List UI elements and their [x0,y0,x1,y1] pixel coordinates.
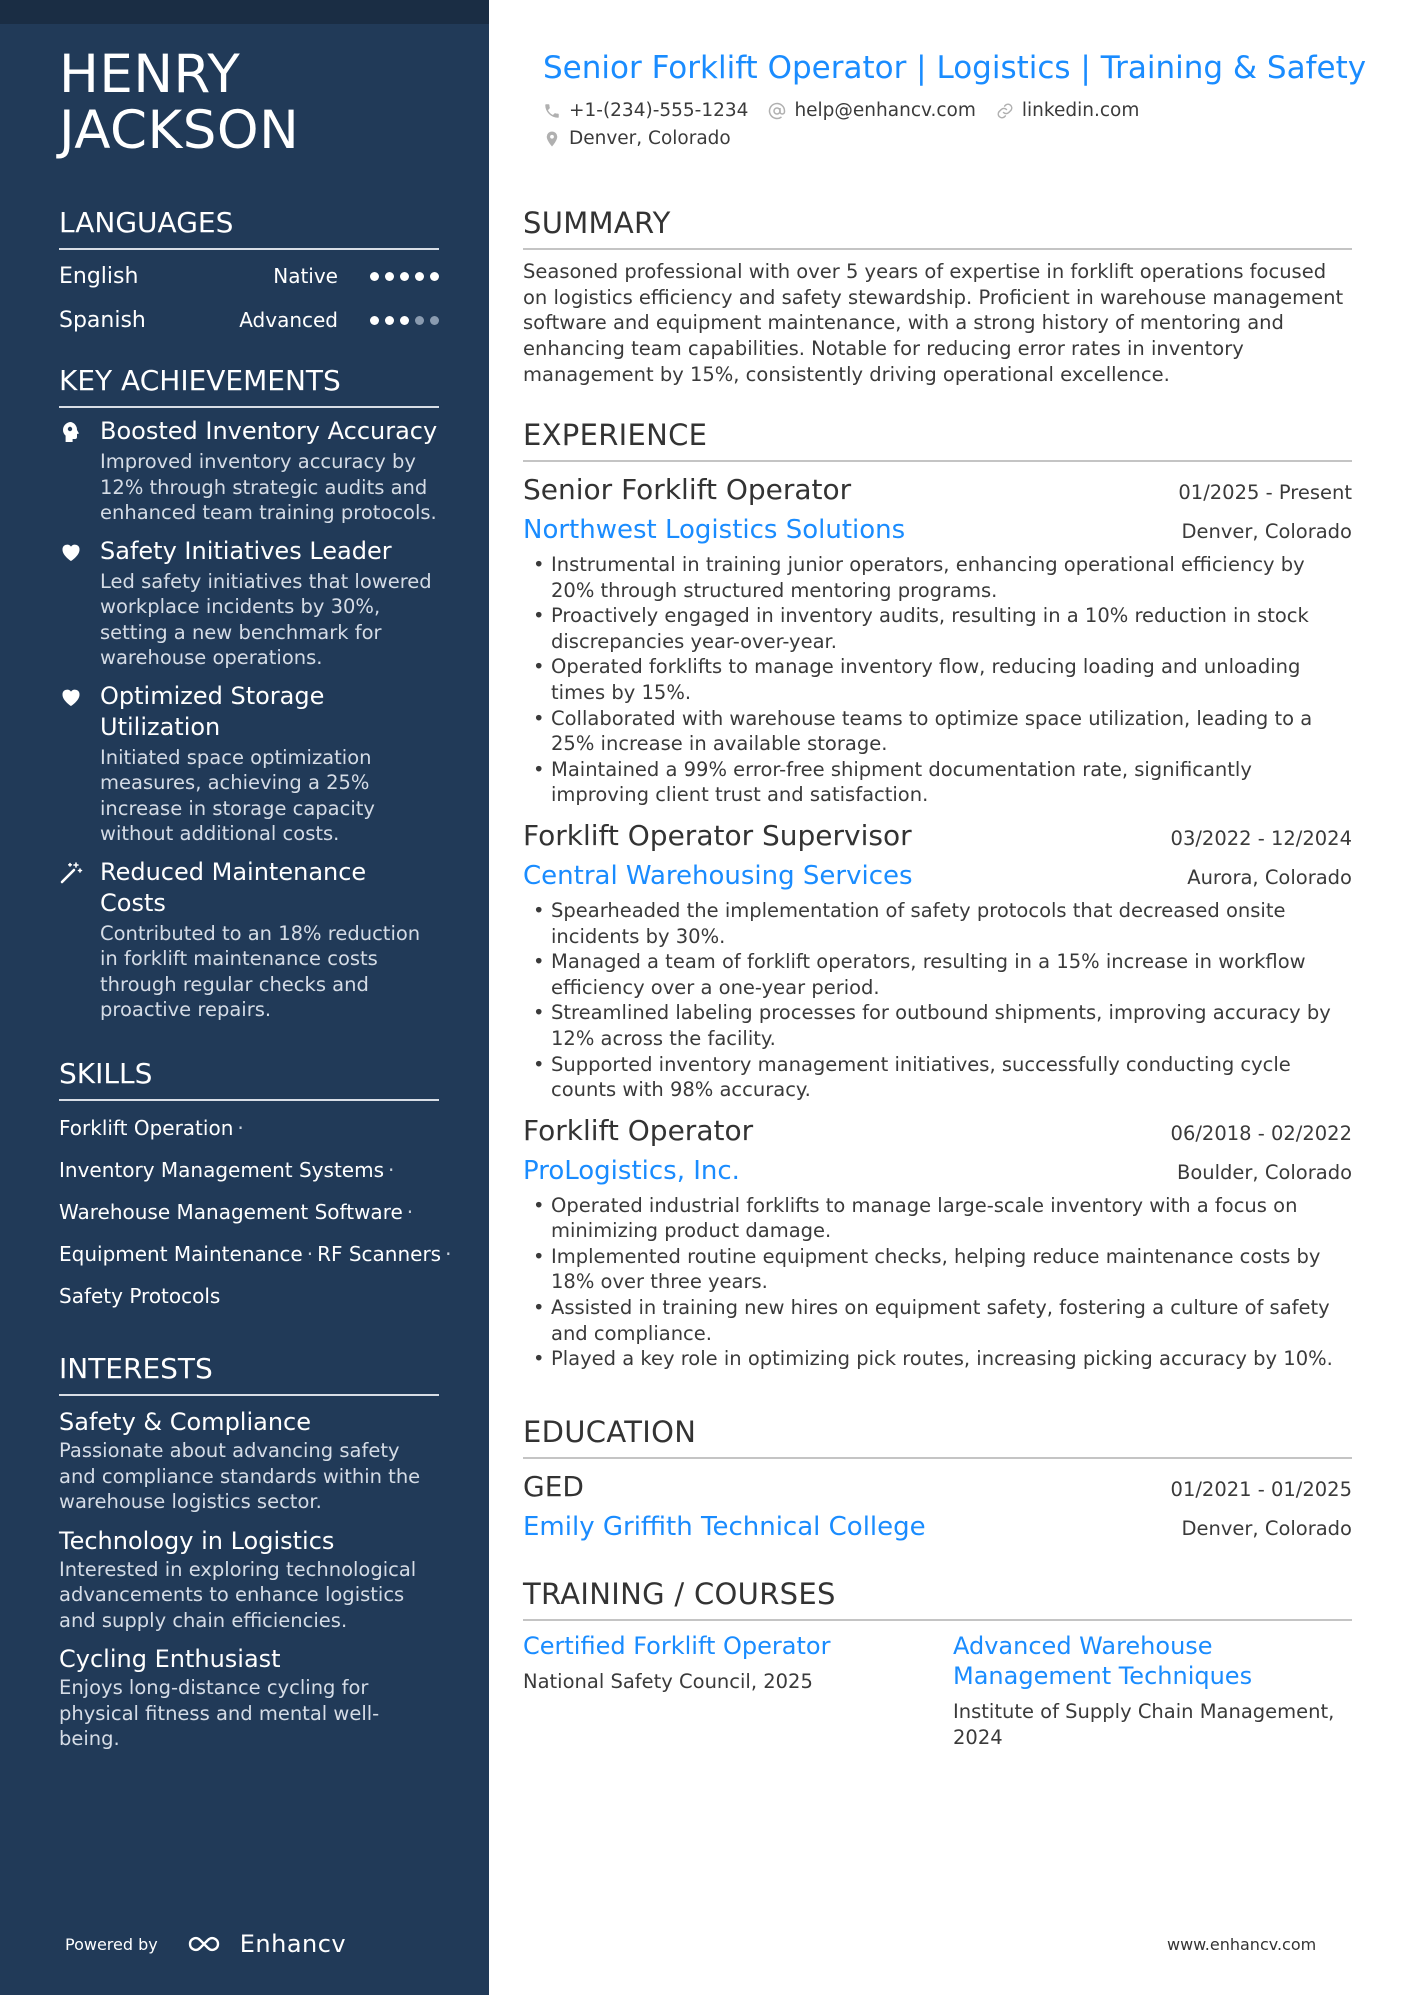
experience-heading: EXPERIENCE [523,418,1352,462]
phone-text: +1-(234)-555-1234 [569,100,749,121]
job-title: Forklift Operator Supervisor [523,818,912,852]
contact-row-location [543,128,751,149]
achievements-section [59,364,439,1023]
language-row [59,298,439,342]
education-section [523,1415,1352,1547]
skill-item: Safety Protocols [59,1284,221,1308]
job-title: Senior Forklift Operator [523,473,852,506]
achievement-item [59,416,439,526]
interest-desc: Interested in exploring technological advancements to enhance logistics and supply chain efficiencies. [59,1557,417,1632]
achievement-item [59,536,439,671]
interest-title: Cycling Enthusiast [59,1645,281,1673]
interests-heading: INTERESTS [59,1352,439,1396]
experience-section [523,418,1352,1372]
training-heading: TRAINING / COURSES [523,1577,1352,1621]
job-entry [523,816,1352,1103]
language-rating [370,316,439,325]
interest-desc: Enjoys long-distance cycling for physical fitness and mental well-being. [59,1676,380,1750]
education-entry [523,1467,1352,1547]
education-degree: GED [523,1470,584,1503]
achievement-title: Optimized Storage Utilization [100,681,325,741]
language-name: Spanish [59,307,146,333]
job-bullets [523,898,1352,1103]
language-level: Native [273,264,338,288]
at-icon [768,102,786,120]
enhancv-logo-icon [186,1932,232,1956]
education-heading: EDUCATION [523,1415,1352,1459]
training-section [523,1577,1352,1750]
job-bullet: • Proactively engaged in inventory audits, resulting in a 10% reduction in stock discrepancies year-over-year. [523,603,1352,654]
skill-item: RF Scanners [317,1242,442,1266]
job-bullet: • Operated forklifts to manage inventory flow, reducing loading and unloading times by 15%. [523,654,1352,705]
job-date: 03/2022 - 12/2024 [1170,826,1352,850]
contact-location [543,128,731,149]
job-bullet: • Streamlined labeling processes for outbound shipments, improving accuracy by 12% across the facility. [523,1000,1352,1051]
skills-heading: SKILLS [59,1057,439,1101]
job-entry [523,1111,1352,1372]
course-title: Advanced Warehouse Management Techniques [953,1632,1253,1690]
achievement-item [59,857,439,1023]
course-item [523,1631,953,1750]
job-bullets [523,552,1352,808]
skill-separator: · [306,1242,314,1266]
skill-item: Inventory Management Systems [59,1158,384,1182]
enhancv-brand: Enhancv [239,1930,347,1958]
language-rating [370,272,439,281]
job-bullet: • Instrumental in training junior operators, enhancing operational efficiency by 20% through structured mentoring programs. [523,552,1352,603]
education-date: 01/2021 - 01/2025 [1170,1478,1352,1501]
candidate-name [59,44,300,161]
achievement-desc: Contributed to an 18% reduction in forklift maintenance costs through regular checks and proactive repairs. [100,921,421,1021]
language-name: English [59,263,139,289]
sidebar-top-bar [0,0,489,24]
job-bullet: • Implemented routine equipment checks, helping reduce maintenance costs by 18% over three years. [523,1244,1352,1295]
languages-section [59,206,439,342]
contact-email[interactable] [768,100,975,121]
achievement-title: Boosted Inventory Accuracy [100,417,438,445]
skill-item: Forklift Operation [59,1116,234,1140]
heart-icon [59,685,83,709]
course-org: National Safety Council, 2025 [523,1670,813,1693]
resume-headline: Senior Forklift Operator | Logistics | Training & Safety [543,50,1367,86]
job-bullet: • Supported inventory management initiatives, successfully conducting cycle counts with 98% accuracy. [523,1052,1352,1103]
skill-item: Equipment Maintenance [59,1242,303,1266]
skill-separator: · [237,1116,244,1140]
map-pin-icon [543,130,561,148]
education-school: Emily Griffith Technical College [523,1512,926,1542]
achievement-desc: Led safety initiatives that lowered workplace incidents by 30%, setting a new benchmark for warehouse operations. [100,569,432,669]
interest-desc: Passionate about advancing safety and compliance standards within the warehouse logistics sector. [59,1439,421,1513]
achievements-heading: KEY ACHIEVEMENTS [59,364,439,408]
job-title: Forklift Operator [523,1113,754,1147]
job-bullet: • Assisted in training new hires on equipment safety, fostering a culture of safety and compliance. [523,1295,1352,1346]
languages-heading: LANGUAGES [59,206,439,250]
skill-separator: · [445,1242,452,1266]
interest-title: Technology in Logistics [59,1526,335,1555]
job-company: Northwest Logistics Solutions [523,515,906,545]
job-bullet: • Operated industrial forklifts to manage large-scale inventory with a focus on minimizing product damage. [523,1193,1352,1244]
enhancv-logo[interactable] [186,1930,346,1958]
contact-row [543,100,1159,121]
skills-section [59,1057,452,1317]
name-first: HENRY [59,44,241,105]
job-bullet: • Managed a team of forklift operators, resulting in a 15% increase in workflow efficiency over a one-year period. [523,949,1352,1000]
footer-site-link[interactable]: www.enhancv.com [1167,1935,1317,1954]
job-location: Aurora, Colorado [1187,865,1352,889]
summary-text: Seasoned professional with over 5 years of expertise in forklift operations focused on logistics efficiency and safety stewardship. Proficient in warehouse management software and equipment maintenance, with a strong history of mentoring and enhancing team capabilities. Notable for reducing error rates in inventory management by 15%, consistently driving operational excellence. [523,260,1344,386]
achievement-item [59,681,439,847]
location-text: Denver, Colorado [569,128,731,149]
powered-by [65,1930,346,1958]
sidebar [0,0,489,1995]
job-entry [523,470,1352,808]
language-level: Advanced [239,308,338,332]
linkedin-text: linkedin.com [1021,100,1140,121]
contact-phone [543,100,748,121]
job-company: Central Warehousing Services [523,860,913,891]
achievement-desc: Improved inventory accuracy by 12% through strategic audits and enhanced team training protocols. [100,450,437,524]
job-date: 01/2025 - Present [1178,481,1352,504]
job-bullet: • Spearheaded the implementation of safety protocols that decreased onsite incidents by 30%. [523,898,1352,949]
powered-by-label: Powered by [65,1934,158,1954]
course-title: Certified Forklift Operator [523,1632,831,1660]
course-org: Institute of Supply Chain Management, 2024 [953,1700,1335,1749]
skill-separator: · [388,1158,395,1182]
achievement-title: Reduced Maintenance Costs [100,857,367,917]
summary-section [523,206,1352,388]
name-last: JACKSON [59,100,300,161]
skill-separator: · [406,1200,414,1224]
training-list [523,1631,1352,1750]
job-location: Boulder, Colorado [1176,1160,1352,1184]
job-date: 06/2018 - 02/2022 [1170,1121,1352,1145]
education-location: Denver, Colorado [1181,1517,1352,1540]
interest-title: Safety & Compliance [59,1408,312,1436]
achievement-desc: Initiated space optimization measures, achieving a 25% increase in storage capacity without additional costs. [100,745,375,845]
job-bullets [523,1193,1352,1372]
course-item [953,1631,1352,1750]
magic-wand-icon [59,861,83,885]
email-text: help@enhancv.com [794,100,976,121]
phone-icon [543,102,561,120]
skill-item: Warehouse Management Software [59,1200,403,1224]
language-row [59,254,439,298]
job-bullet: • Collaborated with warehouse teams to optimize space utilization, leading to a 25% increase in available storage. [523,706,1352,757]
job-location: Denver, Colorado [1181,520,1352,543]
summary-heading: SUMMARY [523,206,1352,250]
job-bullet: • Played a key role in optimizing pick routes, increasing picking accuracy by 10%. [523,1346,1352,1372]
contact-linkedin[interactable] [996,100,1139,121]
achievement-title: Safety Initiatives Leader [100,536,392,565]
job-bullet: • Maintained a 99% error-free shipment documentation rate, significantly improving client trust and satisfaction. [523,757,1352,808]
interests-section [59,1352,439,1752]
link-icon [996,102,1014,120]
heart-icon [59,540,83,564]
skills-list [59,1107,452,1317]
brain-icon [59,420,83,444]
job-company: ProLogistics, Inc. [523,1155,740,1186]
